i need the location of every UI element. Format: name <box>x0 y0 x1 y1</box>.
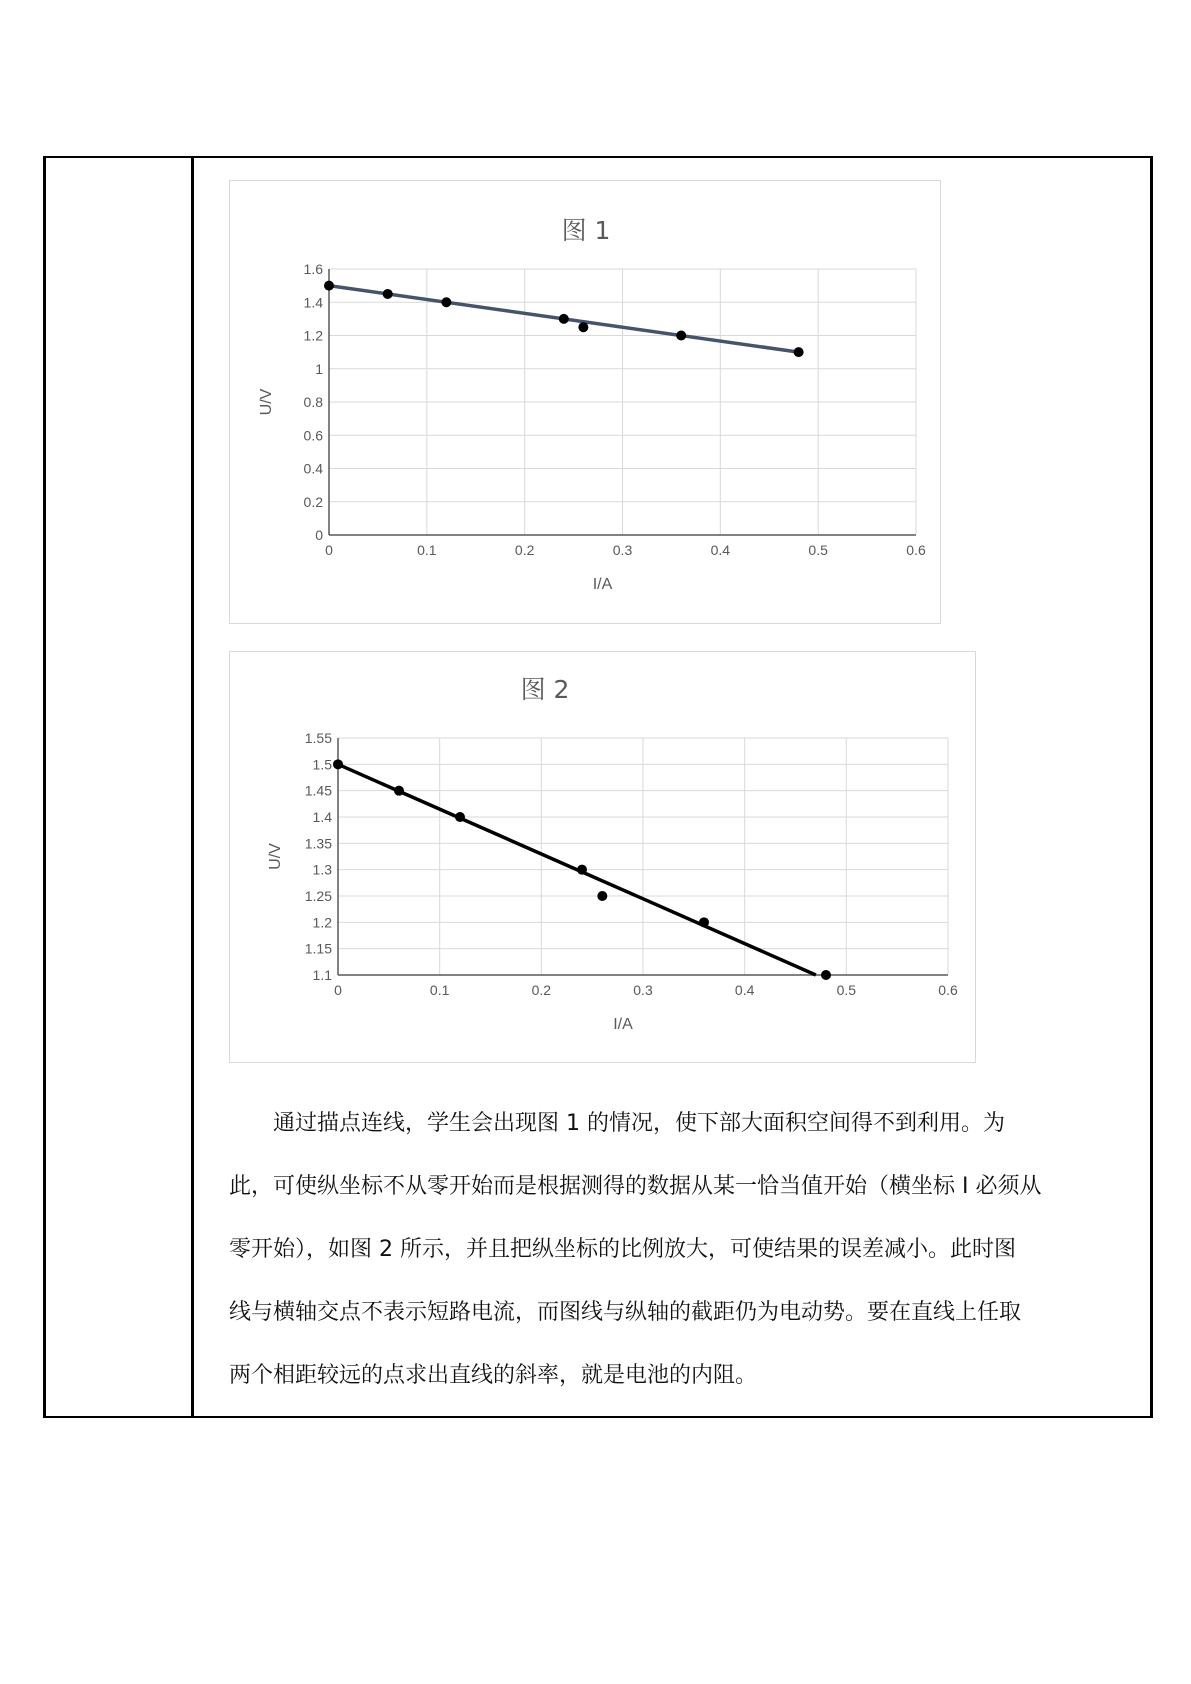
chart-2-y-tick-label: 1.4 <box>312 809 332 825</box>
chart-2-y-tick-label: 1.5 <box>312 756 332 773</box>
chart-1-title: 图 1 <box>561 216 611 245</box>
chart-2-x-tick-label: 0.4 <box>734 982 755 998</box>
chart-1-y-tick-label: 1.6 <box>303 261 323 277</box>
chart-2-data-point <box>333 759 343 769</box>
chart-2-data-point <box>455 812 465 822</box>
chart-1-data-point <box>383 289 393 299</box>
chart-1-y-tick-label: 1.4 <box>303 294 323 311</box>
chart-2-x-tick-label: 0.1 <box>429 982 450 998</box>
chart-1-x-tick-label: 0.5 <box>808 542 828 558</box>
chart-1-y-tick-label: 0.8 <box>303 394 323 410</box>
chart-2-x-tick-label: 0.5 <box>836 982 857 998</box>
chart-1-y-tick-label: 0 <box>315 527 323 543</box>
paragraph-line-5: 两个相距较远的点求出直线的斜率，就是电池的内阻。 <box>229 1363 758 1388</box>
chart-1-x-tick-label: 0.4 <box>710 542 731 558</box>
paragraph-line-4: 线与横轴交点不表示短路电流，而图线与纵轴的截距仍为电动势。要在直线上任取 <box>229 1300 1022 1325</box>
chart-1-y-tick-label: 0.2 <box>303 493 323 510</box>
chart-2-data-point <box>821 970 831 980</box>
chart-1-x-tick-label: 0 <box>325 542 333 558</box>
paragraph-line-3: 零开始），如图 2 所示，并且把纵坐标的比例放大，可使结果的误差减小。此时图 <box>229 1237 1016 1262</box>
body-paragraph <box>229 1092 1119 1407</box>
chart-2-y-axis-label: U/V <box>267 843 284 870</box>
chart-2-x-axis-label: I/A <box>613 1016 633 1033</box>
chart-2-y-tick-label: 1.15 <box>304 940 332 957</box>
chart-1-data-point <box>559 314 569 324</box>
chart-2-y-tick-label: 1.45 <box>304 782 332 799</box>
chart-2-data-point <box>394 786 404 796</box>
chart-1-y-axis-label: U/V <box>258 388 275 416</box>
chart-1-data-point <box>324 281 334 291</box>
chart-2 <box>229 651 976 1063</box>
chart-2-data-point <box>597 891 607 901</box>
paragraph-line-1: 通过描点连线，学生会出现图 1 的情况，使下部大面积空间得不到利用。为 <box>229 1111 1005 1136</box>
chart-1-x-tick-label: 0.3 <box>612 542 633 558</box>
chart-1-x-tick-label: 0.2 <box>514 542 535 558</box>
chart-1-data-point <box>794 347 804 357</box>
chart-1-y-tick-label: 1 <box>315 360 323 377</box>
chart-1-x-tick-label: 0.1 <box>417 542 437 558</box>
paragraph-line-2: 此，可使纵坐标不从零开始而是根据测得的数据从某一恰当值开始（横坐标 I 必须从 <box>229 1174 1042 1199</box>
chart-2-y-tick-label: 1.25 <box>304 888 332 904</box>
chart-2-y-tick-label: 1.55 <box>304 730 332 746</box>
chart-2-y-tick-label: 1.35 <box>304 835 332 852</box>
chart-2-y-tick-label: 1.3 <box>312 861 332 878</box>
chart-2-data-point <box>699 917 709 927</box>
chart-2-x-tick-label: 0 <box>334 982 342 998</box>
chart-2-x-tick-label: 0.6 <box>938 982 958 998</box>
chart-2-x-tick-label: 0.3 <box>633 982 653 998</box>
chart-1-y-tick-label: 0.4 <box>303 460 323 477</box>
chart-2-x-tick-label: 0.2 <box>531 982 552 998</box>
chart-2-title: 图 2 <box>520 675 570 704</box>
chart-1-data-point <box>441 297 451 307</box>
chart-2-y-tick-label: 1.1 <box>312 967 332 983</box>
table-column-divider <box>191 156 194 1418</box>
chart-1-plot <box>230 181 942 625</box>
chart-2-y-tick-label: 1.2 <box>312 914 332 931</box>
chart-2-data-point <box>577 865 587 875</box>
chart-1-data-point <box>676 331 686 341</box>
chart-2-plot <box>230 652 977 1064</box>
chart-1-y-tick-label: 1.2 <box>303 327 323 344</box>
chart-1-data-point <box>578 322 588 332</box>
chart-1-x-tick-label: 0.6 <box>906 542 926 558</box>
chart-1-x-axis-label: I/A <box>592 576 613 593</box>
chart-1 <box>229 180 941 624</box>
chart-1-y-tick-label: 0.6 <box>303 427 323 444</box>
